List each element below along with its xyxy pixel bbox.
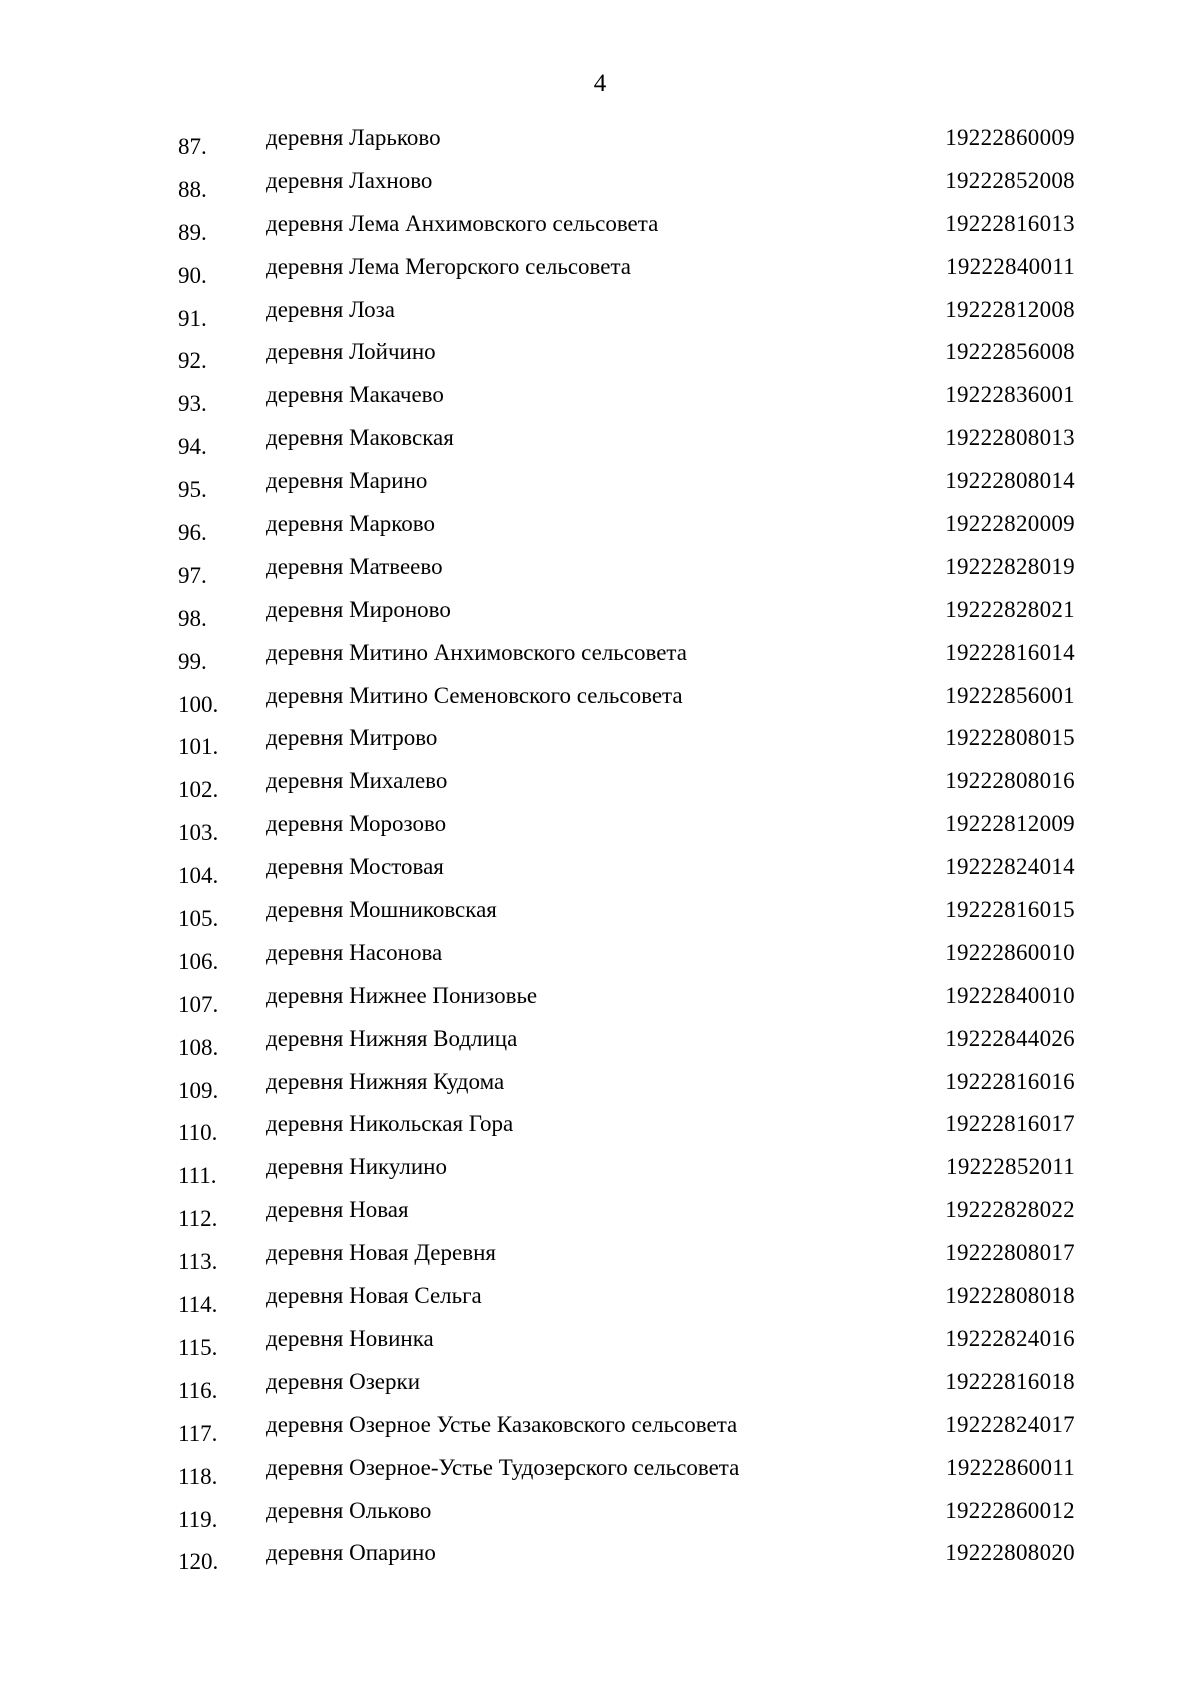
settlement-name: деревня Михалево (266, 768, 448, 794)
list-item (0, 294, 1200, 337)
row-number: 104. (178, 863, 219, 889)
settlement-name: деревня Мошниковская (266, 897, 497, 923)
oktmo-code: 19222816015 (945, 897, 1075, 923)
settlement-name: деревня Мостовая (266, 854, 444, 880)
oktmo-code: 19222808020 (945, 1540, 1075, 1566)
row-number: 90. (178, 262, 207, 288)
row-number: 108. (178, 1034, 219, 1060)
list-item (0, 1323, 1200, 1366)
oktmo-code: 19222816013 (945, 210, 1075, 236)
row-number: 103. (178, 820, 219, 846)
oktmo-code: 19222808016 (945, 768, 1075, 794)
settlement-name: деревня Макачево (266, 382, 444, 408)
settlement-name: деревня Морозово (266, 811, 447, 837)
row-number: 112. (178, 1206, 218, 1232)
row-number: 101. (178, 734, 219, 760)
settlement-name: деревня Озерное Устье Казаковского сельсовета (266, 1411, 738, 1437)
list-item (0, 637, 1200, 680)
settlement-name: деревня Новая Сельга (266, 1283, 482, 1309)
oktmo-code: 19222852008 (945, 167, 1075, 193)
settlement-name: деревня Митино Анхимовского сельсовета (266, 639, 687, 665)
list-item (0, 465, 1200, 508)
row-number: 114. (178, 1292, 218, 1318)
list-item (0, 379, 1200, 422)
row-number: 115. (178, 1334, 218, 1360)
list-item (0, 1023, 1200, 1066)
row-number: 110. (178, 1120, 218, 1146)
oktmo-code: 19222840010 (945, 982, 1075, 1008)
row-number: 95. (178, 477, 207, 503)
settlement-name: деревня Лема Анхимовского сельсовета (266, 210, 659, 236)
list-item (0, 1495, 1200, 1538)
list-item (0, 1108, 1200, 1151)
oktmo-code: 19222836001 (945, 382, 1075, 408)
oktmo-code: 19222812008 (945, 296, 1075, 322)
settlement-name: деревня Маковская (266, 425, 454, 451)
settlement-name: деревня Опарино (266, 1540, 436, 1566)
list-item (0, 980, 1200, 1023)
row-number: 106. (178, 948, 219, 974)
oktmo-code: 19222828019 (945, 553, 1075, 579)
oktmo-code: 19222852011 (946, 1154, 1075, 1180)
settlement-name: деревня Нижняя Водлица (266, 1025, 518, 1051)
oktmo-code: 19222856001 (945, 682, 1075, 708)
list-item (0, 336, 1200, 379)
oktmo-code: 19222860012 (945, 1497, 1075, 1523)
row-number: 93. (178, 391, 207, 417)
row-number: 91. (178, 305, 207, 331)
list-item (0, 508, 1200, 551)
row-number: 96. (178, 520, 207, 546)
list-item (0, 765, 1200, 808)
oktmo-code: 19222816017 (945, 1111, 1075, 1137)
settlement-name: деревня Митино Семеновского сельсовета (266, 682, 683, 708)
oktmo-code: 19222828022 (945, 1197, 1075, 1223)
oktmo-code: 19222828021 (945, 596, 1075, 622)
list-item (0, 122, 1200, 165)
row-number: 89. (178, 219, 207, 245)
settlement-name: деревня Марково (266, 511, 435, 537)
list-item (0, 1366, 1200, 1409)
settlement-name: деревня Мироново (266, 596, 451, 622)
row-number: 92. (178, 348, 207, 374)
list-item (0, 594, 1200, 637)
oktmo-code: 19222812009 (945, 811, 1075, 837)
oktmo-code: 19222860011 (946, 1454, 1075, 1480)
settlement-name: деревня Нижняя Кудома (266, 1068, 505, 1094)
settlement-name: деревня Марино (266, 468, 428, 494)
row-number: 94. (178, 434, 207, 460)
settlement-name: деревня Никулино (266, 1154, 447, 1180)
settlement-name: деревня Лоза (266, 296, 395, 322)
row-number: 98. (178, 605, 207, 631)
list-item (0, 1151, 1200, 1194)
list-item (0, 808, 1200, 851)
list-item (0, 1409, 1200, 1452)
oktmo-code: 19222824017 (945, 1411, 1075, 1437)
settlement-name: деревня Нижнее Понизовье (266, 982, 538, 1008)
row-number: 88. (178, 176, 207, 202)
settlement-name: деревня Новинка (266, 1325, 434, 1351)
list-item (0, 208, 1200, 251)
settlement-name: деревня Митрово (266, 725, 438, 751)
row-number: 120. (178, 1549, 219, 1575)
oktmo-code: 19222860009 (945, 125, 1075, 150)
oktmo-code: 19222820009 (945, 511, 1075, 537)
settlement-name: деревня Новая (266, 1197, 409, 1223)
row-number: 117. (178, 1420, 218, 1446)
oktmo-code: 19222824016 (945, 1325, 1075, 1351)
list-item (0, 937, 1200, 980)
settlement-name: деревня Лема Мегорского сельсовета (266, 253, 632, 279)
row-number: 105. (178, 906, 219, 932)
oktmo-code: 19222840011 (946, 253, 1075, 279)
oktmo-code: 19222808015 (945, 725, 1075, 751)
settlement-name: деревня Новая Деревня (266, 1240, 496, 1266)
list-item (0, 251, 1200, 294)
oktmo-code: 19222808014 (945, 468, 1075, 494)
oktmo-code: 19222808018 (945, 1283, 1075, 1309)
list-item (0, 422, 1200, 465)
list-item (0, 1280, 1200, 1323)
row-number: 102. (178, 777, 219, 803)
oktmo-code: 19222808013 (945, 425, 1075, 451)
row-number: 109. (178, 1077, 219, 1103)
list-item (0, 1237, 1200, 1280)
list-item (0, 1194, 1200, 1237)
settlement-name: деревня Ларьково (266, 125, 441, 150)
list-item (0, 165, 1200, 208)
settlement-name: деревня Никольская Гора (266, 1111, 514, 1137)
oktmo-code: 19222860010 (945, 939, 1075, 965)
list-item (0, 894, 1200, 937)
row-number: 111. (178, 1163, 217, 1189)
oktmo-code: 19222816018 (945, 1368, 1075, 1394)
oktmo-code: 19222856008 (945, 339, 1075, 365)
list-item (0, 1452, 1200, 1495)
oktmo-code: 19222816014 (945, 639, 1075, 665)
list-item (0, 1066, 1200, 1109)
row-number: 100. (178, 691, 219, 717)
list-item (0, 551, 1200, 594)
row-number: 99. (178, 648, 207, 674)
settlement-name: деревня Матвеево (266, 553, 443, 579)
oktmo-code: 19222808017 (945, 1240, 1075, 1266)
settlement-name: деревня Ольково (266, 1497, 432, 1523)
settlement-name: деревня Лахново (266, 167, 433, 193)
settlement-list (0, 122, 1200, 1580)
oktmo-code: 19222844026 (945, 1025, 1075, 1051)
row-number: 97. (178, 562, 207, 588)
row-number: 107. (178, 991, 219, 1017)
list-item (0, 851, 1200, 894)
row-number: 87. (178, 134, 207, 159)
row-number: 113. (178, 1249, 218, 1275)
settlement-name: деревня Лойчино (266, 339, 436, 365)
settlement-name: деревня Озерное-Устье Тудозерского сельсовета (266, 1454, 740, 1480)
list-item (0, 722, 1200, 765)
settlement-name: деревня Насонова (266, 939, 443, 965)
row-number: 116. (178, 1377, 218, 1403)
settlement-name: деревня Озерки (266, 1368, 421, 1394)
oktmo-code: 19222816016 (945, 1068, 1075, 1094)
page-number: 4 (593, 70, 607, 97)
row-number: 119. (178, 1506, 218, 1532)
oktmo-code: 19222824014 (945, 854, 1075, 880)
list-item (0, 680, 1200, 723)
row-number: 118. (178, 1463, 218, 1489)
list-item (0, 1537, 1200, 1580)
